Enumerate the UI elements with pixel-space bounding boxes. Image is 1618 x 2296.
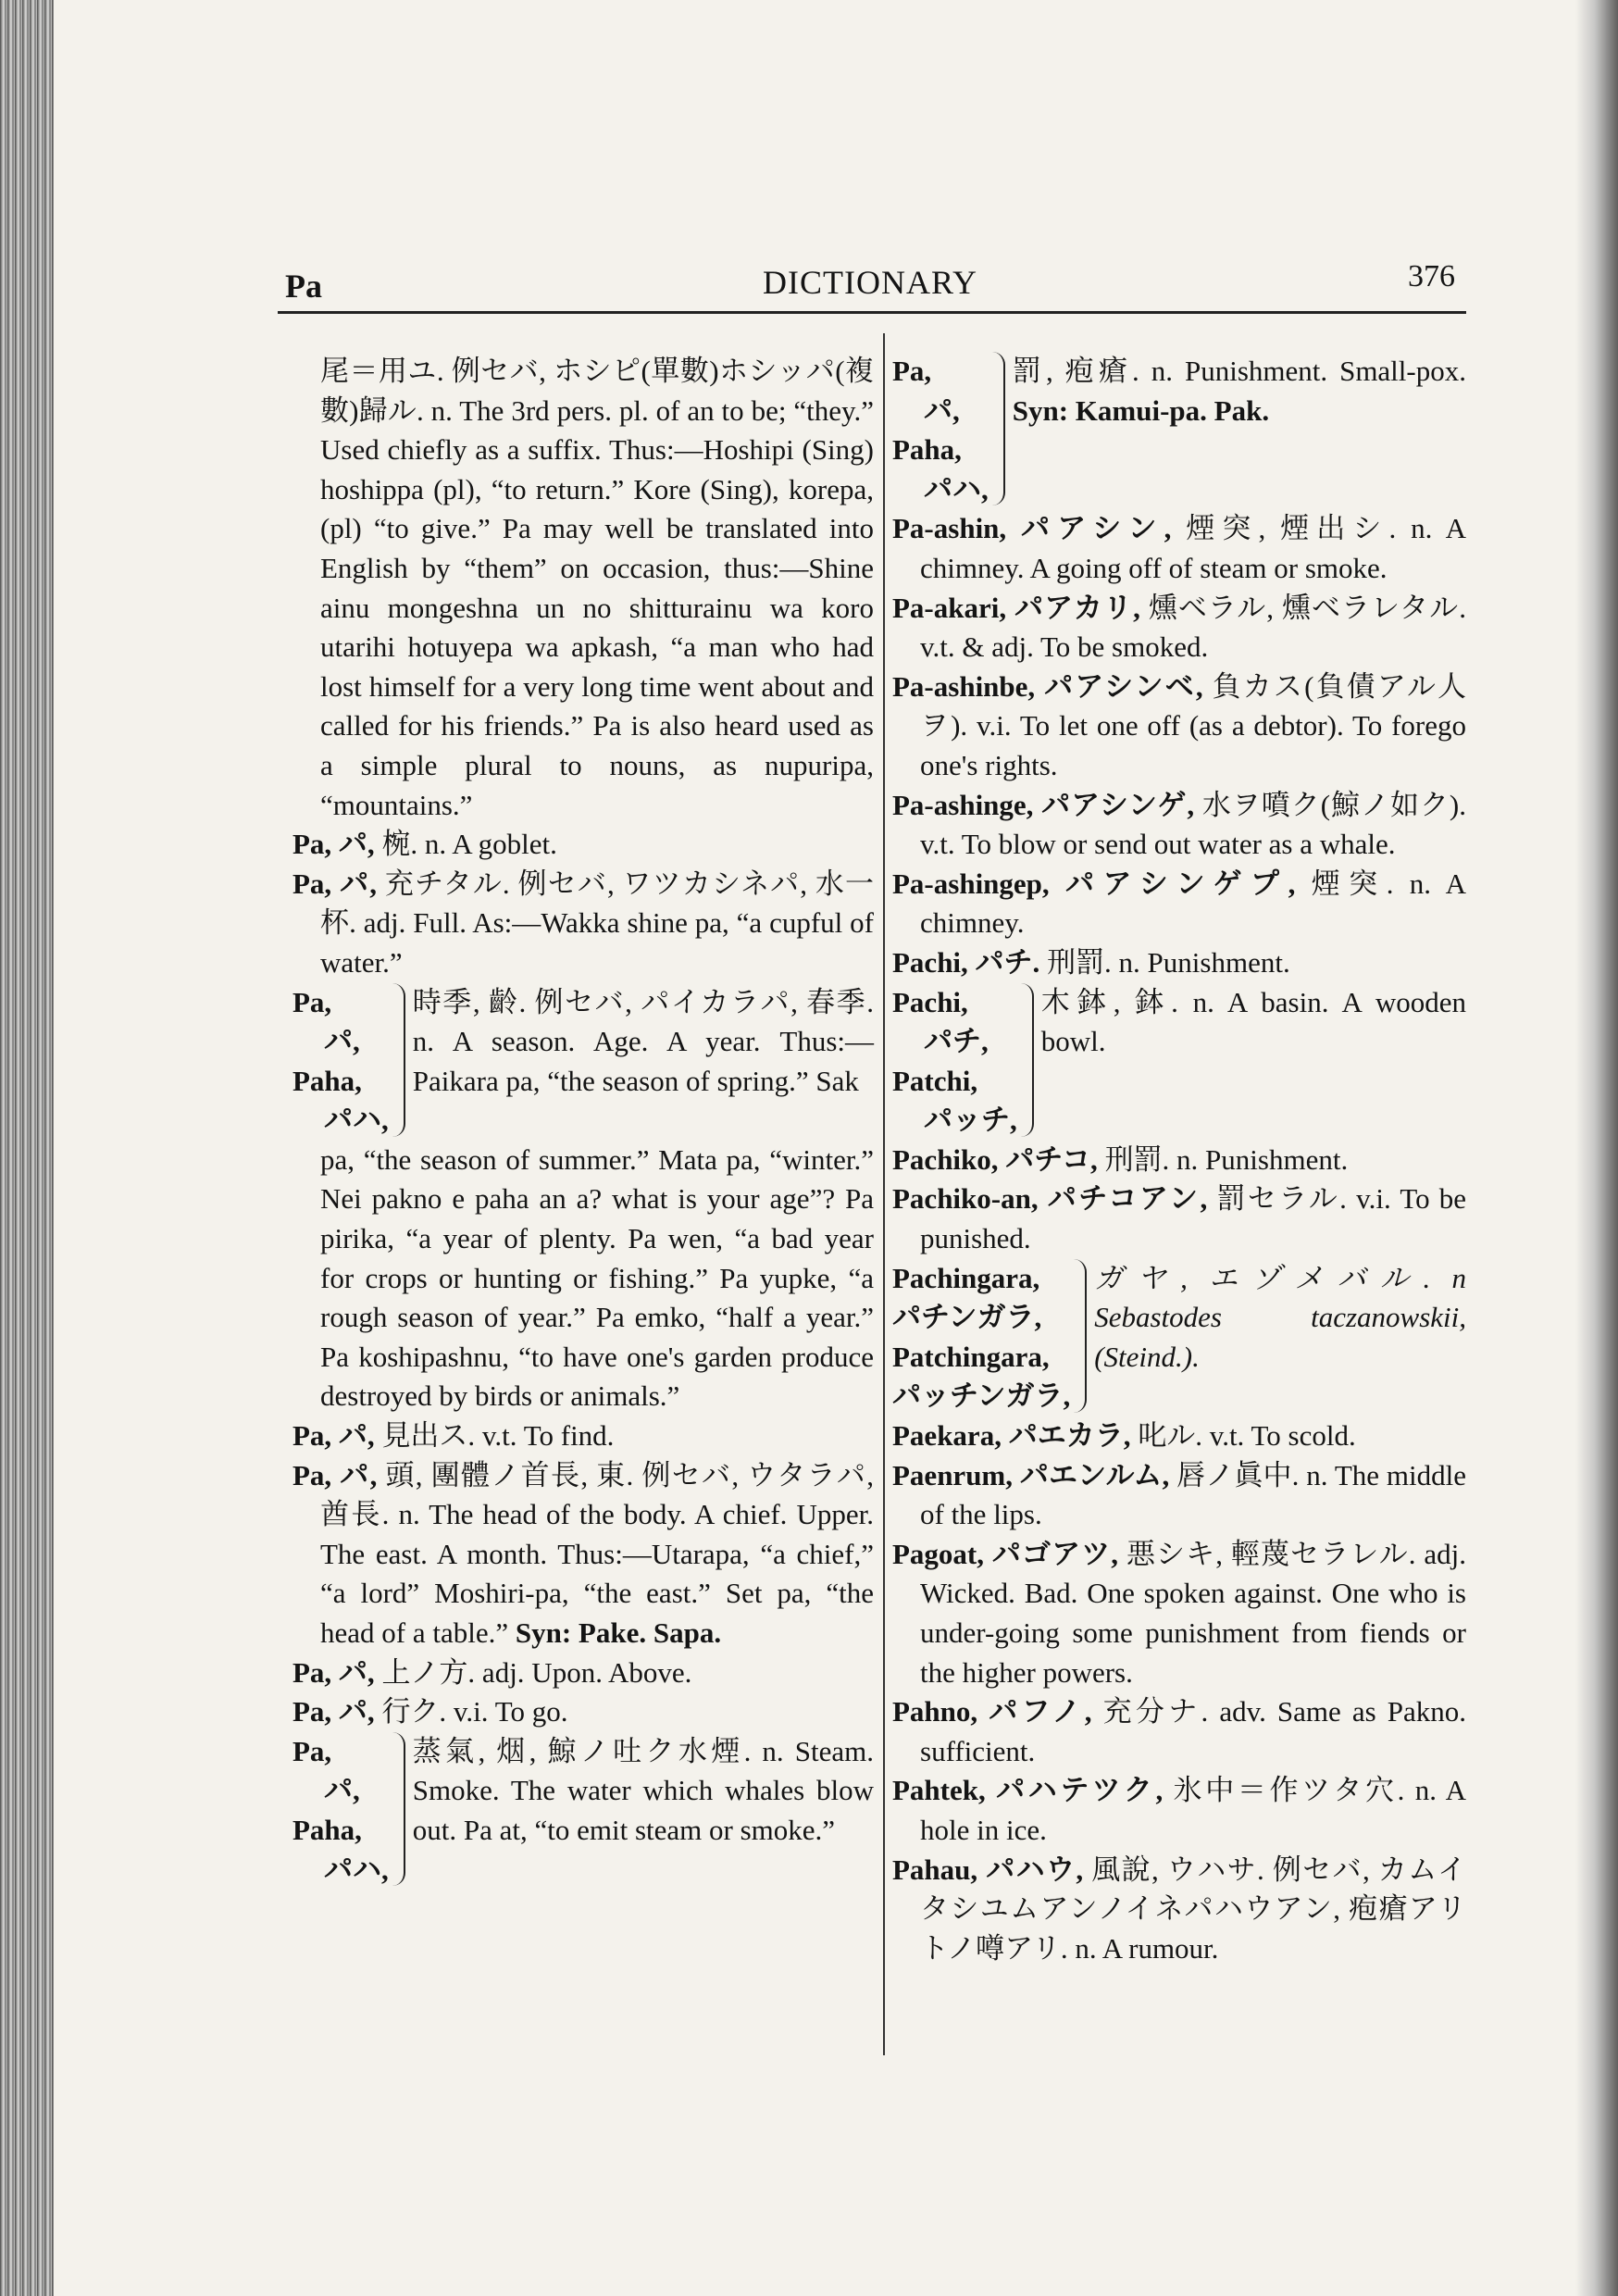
headword: Pachi, [892,985,968,1018]
right-column [892,352,1466,1968]
dictionary-entry [292,1692,874,1732]
definition: 上ノ方. adj. Upon. Above. [381,1655,692,1689]
headword: Pachiko-an, パチコアン, [892,1182,1208,1216]
running-head-left: Pa [285,268,322,305]
headword: パチ, [924,1025,989,1058]
headword: パ, [324,1025,360,1058]
grouping-brace [1021,983,1034,1137]
grouped-entry [292,983,874,1141]
definition: 唇ノ眞中. n. The middle of the lips. [920,1458,1467,1531]
headword: Pachiko, パチコ, [892,1142,1098,1176]
definition: 負カス(負債アル人ヲ). v.i. To let one off (as a debtor). To forego one's rights. [920,669,1466,781]
headword: パチンガラ, [892,1301,1042,1334]
dictionary-entry [892,1851,1466,1969]
headword: Pachi, パチ. [892,945,1040,979]
grouped-entry [892,1259,1466,1416]
definition: 罰セラル. v.i. To be punished. [920,1182,1467,1255]
synonyms: Syn: Pake. Sapa. [515,1616,722,1649]
definition: 刑罰. n. Punishment. [1104,1142,1349,1176]
headword: Paekara, パエカラ, [892,1419,1131,1453]
dictionary-entry [292,865,874,983]
headword: Pa, [292,1734,332,1767]
headword: Patchingara, [892,1340,1050,1373]
headword: パ, [324,1774,360,1807]
definition: 燻ベラル, 燻ベラレタル. v.t. & adj. To be smoked. [920,591,1466,664]
headword: Pa, パ, [292,867,377,900]
grouping-brace [392,983,405,1137]
dictionary-entry [292,1456,874,1653]
headword: Pahtek, パハテツク, [892,1774,1164,1807]
definition: 水ヲ噴ク(鯨ノ如ク). v.t. To blow or send out water as a whale. [920,788,1467,861]
headword-group [292,983,389,1141]
definition: 行ク. v.i. To go. [381,1695,568,1728]
headword: Pa, パ, [292,828,375,861]
headword: Paha, [892,433,962,467]
definition: 蒸氣, 烟, 鯨ノ吐ク水煙. n. Steam. Smoke. The water which whales blow out. Pa at, “to emit steam or smoke.” [412,1734,874,1846]
definition: 充分ナ. adv. Same as Pakno. sufficient. [920,1695,1467,1767]
definition-text: 罰, 疱瘡. n. Punishment. Small-pox. [1012,355,1466,387]
continued-entry-text: 尾＝用ユ. 例セバ, ホシピ(單數)ホシッパ(複數)歸ル. n. The 3rd pers. pl. of an to be; “they.” Used chiefly as a suffix. Thus:—Hoshipi (Sing) hoshippa (pl), “to return.” Kore (Sing), korepa, (pl) “to give.” Pa may well be translated into English by “them” on occasion, thus:—Shine ainu mongeshna un no shitturainu wa koro utarihi hotuyepa wa apkash, “a man who had lost himself for a very long time went about and called for his friends.” Pa is also heard used as a simple plural to nouns, as nupuripa, “mountains.” [320,355,874,821]
definition: 刑罰. n. Punishment. [1047,945,1290,979]
headword: Pa, パ, [292,1655,375,1689]
definition: ガヤ, エゾメバル. n Sebastodes taczanowskii, (Steind.). [1094,1261,1466,1373]
dictionary-entry [292,1653,874,1693]
dictionary-entry [892,1416,1466,1456]
definition: 悪シキ, 輕蔑セラレル. adj. Wicked. Bad. One spoken against. One who is under-going some punishment from fiends or the higher powers. [920,1537,1466,1689]
dictionary-entry [892,1692,1466,1771]
definition [1013,352,1466,430]
headword: Pa, [892,355,932,387]
headword: Pachingara, [892,1261,1040,1294]
headword: Pa-ashin, パアシン, [892,512,1172,545]
dictionary-entry [292,825,874,865]
definition: 椀. n. A goblet. [381,828,557,861]
headword-group [892,1259,1070,1416]
headword: Patchi, [892,1064,978,1097]
page-number: 376 [1408,259,1455,293]
definition: 叱ル. v.t. To scold. [1138,1419,1356,1453]
headword: Pa, パ, [292,1458,378,1491]
column-divider [883,333,885,2055]
headword-group [892,983,1017,1141]
dictionary-entry [892,786,1466,865]
dictionary-entry [292,1416,874,1456]
headword: Pagoat, パゴアツ, [892,1537,1119,1570]
dictionary-entry [892,1141,1466,1180]
dictionary-entry [892,943,1466,983]
grouped-entry [892,352,1466,509]
headword: Pa-ashinbe, パアシンベ, [892,669,1203,703]
dictionary-entry [892,1771,1466,1850]
headword: Pa-ashingep, パアシンゲプ, [892,867,1296,900]
page-edge-shadow [1575,0,1618,2296]
headword: パハ, [324,1104,389,1137]
headword: Pa, パ, [292,1419,375,1453]
definition: 煙突. n. A chimney. [920,867,1466,940]
synonyms: Syn: Kamui-pa. Pak. [1012,393,1270,427]
headword: Pa, [292,985,332,1018]
grouped-entry [292,1732,874,1890]
definition: 風說, ウハサ. 例セバ, カムイタシユムアンノイネパハウアン, 疱瘡アリトノ噂アリ. n. A rumour. [920,1853,1466,1965]
headword: Pa-ashinge, パアシンゲ, [892,788,1195,821]
headword: Pa, パ, [292,1695,375,1728]
dictionary-entry [892,589,1466,668]
definition: 見出ス. v.t. To find. [381,1419,615,1453]
grouping-brace [392,1732,405,1886]
running-head-title: DICTIONARY [763,264,977,301]
headword-group [892,352,989,509]
headword: パッチ, [924,1104,1017,1137]
headword: パ, [924,393,960,427]
headword: Pa-akari, パアカリ, [892,591,1140,624]
grouped-entry [892,983,1466,1141]
headword: パハ, [924,472,989,505]
dictionary-entry [892,865,1466,943]
dictionary-entry [892,668,1466,786]
definition: 時季, 齡. 例セバ, パイカラパ, 春季. n. A season. Age. A year. Thus:—Paikara pa, “the season of spring.” Sak [412,985,874,1097]
headword: Paha, [292,1064,362,1097]
dictionary-entry [892,1456,1466,1535]
grouping-brace [1074,1259,1087,1413]
dictionary-entry [892,1535,1466,1692]
left-column [292,352,874,1890]
definition-continued: pa, “the season of summer.” Mata pa, “winter.” Nei pakno e paha an a? what is your age”? Pa pirika, “a year of plenty. Pa wen, “a bad year for crops or hunting or fishing.” Pa yupke, “a rough season of year.” Pa emko, “half a year.” Pa koshipashnu, “to have one's garden produce destroyed by birds or animals.” [320,1142,874,1413]
dictionary-entry [892,1179,1466,1258]
definition: 頭, 團體ノ首長, 東. 例セバ, ウタラパ, 酋長. n. The head of the body. A chief. Upper. The east. A month. Thus:—Utarapa, “a chief,” “a lord” Moshiri-pa, “the east.” Set pa, “the head of a table.” [320,1458,875,1649]
definition: 木鉢, 鉢. n. A basin. A wooden bowl. [1040,985,1466,1058]
headword: パッチンガラ, [892,1379,1071,1413]
header-rule [278,311,1466,314]
page-header [278,259,1462,309]
book-binding-shadow [0,0,54,2296]
dictionary-entry [892,509,1466,588]
headword: Pahau, パハウ, [892,1853,1084,1886]
headword: Paenrum, パエンルム, [892,1458,1170,1491]
definition: 充チタル. 例セバ, ワツカシネパ, 水一杯. adj. Full. As:—Wakka shine pa, “a cupful of water.” [320,867,875,979]
headword: パハ, [324,1853,389,1886]
definition: 氷中＝作ツタ穴. n. A hole in ice. [920,1774,1466,1846]
headword: Paha, [292,1813,362,1846]
grouping-brace [992,352,1005,505]
headword: Pahno, パフノ, [892,1695,1092,1728]
headword-group [292,1732,389,1890]
definition: 煙突, 煙出シ. n. A chimney. A going off of steam or smoke. [920,512,1466,584]
